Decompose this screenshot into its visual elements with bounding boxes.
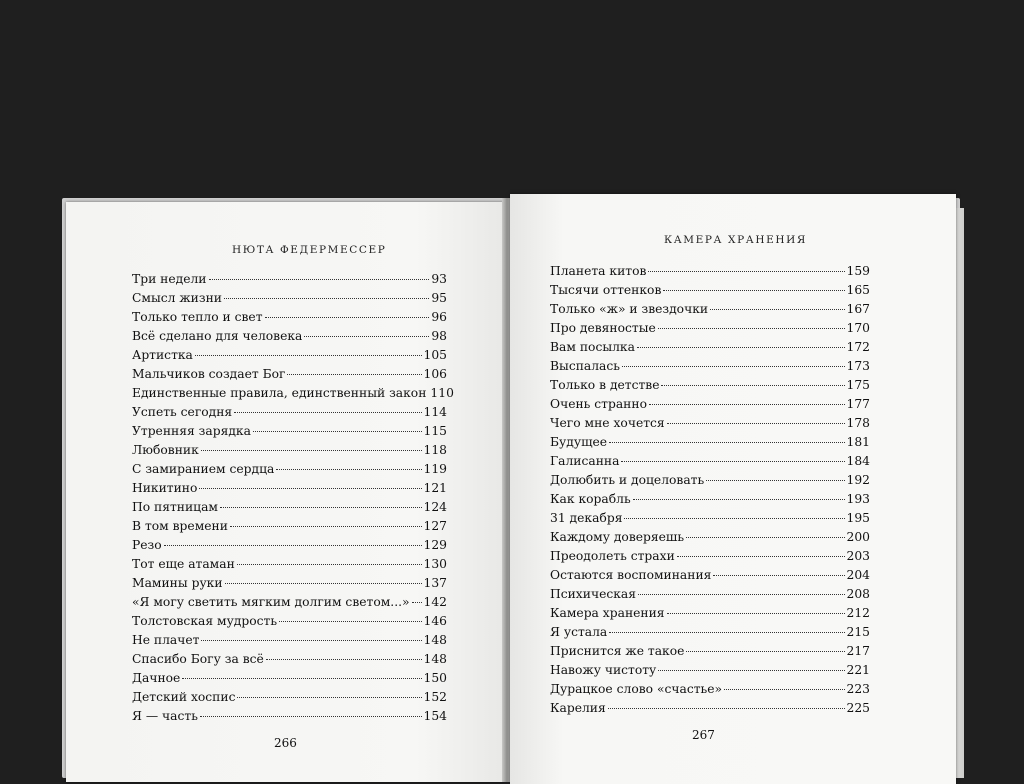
toc-entry (550, 587, 870, 606)
toc-entry-page: 172 (846, 340, 870, 354)
dot-leader (658, 670, 844, 671)
toc-entry (550, 625, 870, 644)
toc-entry (132, 291, 447, 310)
toc-entry (132, 614, 447, 633)
toc-entry (550, 682, 870, 701)
toc-entry-page: 119 (423, 462, 447, 476)
toc-entry (132, 709, 447, 728)
toc-entry (132, 538, 447, 557)
toc-entry-title: Смысл жизни (132, 291, 222, 305)
toc-entry-page: 93 (431, 272, 447, 286)
toc-entry (132, 405, 447, 424)
dot-leader (287, 374, 421, 375)
dot-leader (304, 336, 429, 337)
toc-entry-title: Любовник (132, 443, 199, 457)
dot-leader (686, 651, 844, 652)
toc-entry-page: 106 (423, 367, 447, 381)
toc-entry (132, 557, 447, 576)
dot-leader (234, 412, 421, 413)
dot-leader (621, 461, 844, 462)
toc-entry (550, 568, 870, 587)
toc-entry-page: 98 (431, 329, 447, 343)
toc-entry-page: 142 (423, 595, 447, 609)
toc-entry-title: Только в детстве (550, 378, 660, 392)
toc-entry-title: Только «ж» и звездочки (550, 302, 709, 316)
dot-leader (609, 632, 844, 633)
toc-entry-page: 127 (423, 519, 447, 533)
toc-entry-page: 200 (846, 530, 870, 544)
toc-entry (550, 359, 870, 378)
toc-entry-page: 184 (846, 454, 870, 468)
toc-entry-title: 31 декабря (550, 511, 623, 525)
dot-leader (201, 450, 422, 451)
toc-entry-page: 154 (423, 709, 447, 723)
toc-entry-page: 204 (846, 568, 870, 582)
toc-entry-title: Карелия (550, 701, 606, 715)
left-page (66, 202, 504, 782)
left-toc-list (132, 272, 454, 728)
toc-entry (550, 663, 870, 682)
toc-entry-title: Толстовская мудрость (132, 614, 278, 628)
dot-leader (276, 469, 421, 470)
dot-leader (237, 697, 421, 698)
toc-entry-title: Галисанна (550, 454, 620, 468)
toc-entry (550, 378, 870, 397)
toc-entry-title: По пятницам (132, 500, 218, 514)
toc-entry (132, 633, 447, 652)
dot-leader (230, 526, 422, 527)
toc-entry-title: Я устала (550, 625, 608, 639)
toc-entry-page: 95 (431, 291, 447, 305)
dot-leader (658, 328, 845, 329)
toc-entry-title: Будущее (550, 435, 608, 449)
toc-entry-title: Вам посылка (550, 340, 635, 354)
toc-entry-page: 105 (423, 348, 447, 362)
toc-entry-page: 137 (423, 576, 447, 590)
toc-entry-page: 225 (846, 701, 870, 715)
toc-entry-page: 221 (846, 663, 870, 677)
toc-entry-title: Камера хранения (550, 606, 665, 620)
dot-leader (412, 602, 422, 603)
dot-leader (279, 621, 421, 622)
toc-entry (132, 386, 454, 405)
dot-leader (253, 431, 422, 432)
toc-entry-title: Очень странно (550, 397, 647, 411)
dot-leader (195, 355, 422, 356)
left-page-number: 266 (274, 736, 297, 750)
toc-entry-title: Тот еще атаман (132, 557, 235, 571)
toc-entry-page: 167 (846, 302, 870, 316)
toc-entry-page: 193 (846, 492, 870, 506)
toc-entry (550, 701, 870, 720)
dot-leader (164, 545, 422, 546)
toc-entry-page: 178 (846, 416, 870, 430)
toc-entry-page: 96 (431, 310, 447, 324)
toc-entry-title: С замиранием сердца (132, 462, 275, 476)
toc-entry-title: Как корабль (550, 492, 631, 506)
open-book (56, 192, 966, 782)
toc-entry (132, 576, 447, 595)
toc-entry (132, 272, 447, 291)
toc-entry-title: Тысячи оттенков (550, 283, 662, 297)
toc-entry (132, 310, 447, 329)
toc-entry-page: 181 (846, 435, 870, 449)
toc-entry (132, 690, 447, 709)
toc-entry-title: Приснится же такое (550, 644, 685, 658)
right-page (510, 194, 956, 784)
dot-leader (224, 298, 429, 299)
toc-entry-title: Выспалась (550, 359, 620, 373)
dot-leader (667, 613, 845, 614)
toc-entry-page: 165 (846, 283, 870, 297)
dot-leader (686, 537, 844, 538)
toc-entry-title: Только тепло и свет (132, 310, 263, 324)
dot-leader (220, 507, 422, 508)
dot-leader (677, 556, 845, 557)
toc-entry (550, 511, 870, 530)
toc-entry-title: Навожу чистоту (550, 663, 657, 677)
right-running-head: КАМЕРА ХРАНЕНИЯ (664, 234, 807, 246)
dot-leader (663, 290, 844, 291)
toc-entry-page: 203 (846, 549, 870, 563)
toc-entry-title: Успеть сегодня (132, 405, 233, 419)
toc-entry (132, 481, 447, 500)
toc-entry (132, 652, 447, 671)
toc-entry-page: 215 (846, 625, 870, 639)
dot-leader (182, 678, 421, 679)
toc-entry (550, 606, 870, 625)
toc-entry (550, 264, 870, 283)
toc-entry-title: Мамины руки (132, 576, 223, 590)
toc-entry-title: Планета китов (550, 264, 647, 278)
toc-entry-title: Спасибо Богу за всё (132, 652, 264, 666)
toc-entry-title: Всё сделано для человека (132, 329, 303, 343)
dot-leader (661, 385, 844, 386)
toc-entry-page: 195 (846, 511, 870, 525)
toc-entry (550, 644, 870, 663)
toc-entry (132, 671, 447, 690)
dot-leader (237, 564, 422, 565)
toc-entry (550, 492, 870, 511)
dot-leader (637, 347, 845, 348)
toc-entry-title: Каждому доверяешь (550, 530, 685, 544)
toc-entry-page: 146 (423, 614, 447, 628)
toc-entry-page: 152 (423, 690, 447, 704)
dot-leader (713, 575, 844, 576)
dot-leader (624, 518, 844, 519)
toc-entry-page: 130 (423, 557, 447, 571)
toc-entry-title: Преодолеть страхи (550, 549, 675, 563)
dot-leader (724, 689, 845, 690)
toc-entry-title: «Я могу светить мягким долгим светом...» (132, 595, 410, 609)
toc-entry-title: Дурацкое слово «счастье» (550, 682, 723, 696)
toc-entry (132, 424, 447, 443)
toc-entry (550, 454, 870, 473)
toc-entry-title: Не плачет (132, 633, 200, 647)
toc-entry-title: Никитино (132, 481, 198, 495)
dot-leader (225, 583, 422, 584)
toc-entry-page: 148 (423, 633, 447, 647)
toc-entry-title: Утренняя зарядка (132, 424, 251, 438)
toc-entry-page: 110 (430, 386, 454, 400)
toc-entry-title: Остаются воспоминания (550, 568, 712, 582)
toc-entry-page: 114 (423, 405, 447, 419)
toc-entry-page: 124 (423, 500, 447, 514)
dot-leader (265, 317, 430, 318)
dot-leader (209, 279, 430, 280)
toc-entry (132, 367, 447, 386)
toc-entry-page: 175 (846, 378, 870, 392)
toc-entry-title: Единственные правила, единственный закон (132, 386, 427, 400)
dot-leader (201, 640, 421, 641)
dot-leader (649, 404, 845, 405)
toc-entry (132, 462, 447, 481)
toc-entry-title: Детский хоспис (132, 690, 236, 704)
left-running-head: НЮТА ФЕДЕРМЕССЕР (232, 244, 387, 256)
toc-entry (550, 283, 870, 302)
toc-entry-page: 208 (846, 587, 870, 601)
toc-entry-page: 177 (846, 397, 870, 411)
toc-entry (132, 443, 447, 462)
toc-entry-title: Чего мне хочется (550, 416, 665, 430)
toc-entry (132, 329, 447, 348)
toc-entry-title: В том времени (132, 519, 228, 533)
toc-entry (550, 397, 870, 416)
toc-entry (550, 530, 870, 549)
toc-entry (550, 302, 870, 321)
right-toc-list (550, 264, 870, 720)
dot-leader (667, 423, 845, 424)
dot-leader (706, 480, 844, 481)
toc-entry-page: 159 (846, 264, 870, 278)
dot-leader (266, 659, 422, 660)
toc-entry-page: 223 (846, 682, 870, 696)
toc-entry-page: 121 (423, 481, 447, 495)
toc-entry (550, 321, 870, 340)
toc-entry (550, 473, 870, 492)
toc-entry-title: Дачное (132, 671, 181, 685)
toc-entry-page: 192 (846, 473, 870, 487)
toc-entry (550, 340, 870, 359)
dot-leader (608, 708, 845, 709)
toc-entry-title: Резо (132, 538, 162, 552)
toc-entry-page: 148 (423, 652, 447, 666)
toc-entry-page: 118 (423, 443, 447, 457)
toc-entry (550, 435, 870, 454)
toc-entry-title: Мальчиков создает Бог (132, 367, 286, 381)
toc-entry-page: 170 (846, 321, 870, 335)
dot-leader (638, 594, 845, 595)
toc-entry-title: Три недели (132, 272, 207, 286)
toc-entry-page: 212 (846, 606, 870, 620)
toc-entry-title: Я — часть (132, 709, 198, 723)
dot-leader (633, 499, 845, 500)
toc-entry-page: 115 (423, 424, 447, 438)
toc-entry (132, 348, 447, 367)
right-page-number: 267 (692, 728, 715, 742)
toc-entry-title: Долюбить и доцеловать (550, 473, 705, 487)
dot-leader (200, 716, 422, 717)
dot-leader (622, 366, 845, 367)
dot-leader (199, 488, 421, 489)
toc-entry (550, 549, 870, 568)
dot-leader (710, 309, 844, 310)
toc-entry-page: 217 (846, 644, 870, 658)
toc-entry (132, 595, 447, 614)
toc-entry-page: 173 (846, 359, 870, 373)
toc-entry-title: Про девяностые (550, 321, 656, 335)
toc-entry (132, 519, 447, 538)
toc-entry-title: Психическая (550, 587, 637, 601)
dot-leader (609, 442, 844, 443)
toc-entry-page: 150 (423, 671, 447, 685)
toc-entry (550, 416, 870, 435)
toc-entry-title: Артистка (132, 348, 193, 362)
dot-leader (648, 271, 844, 272)
toc-entry-page: 129 (423, 538, 447, 552)
toc-entry (132, 500, 447, 519)
